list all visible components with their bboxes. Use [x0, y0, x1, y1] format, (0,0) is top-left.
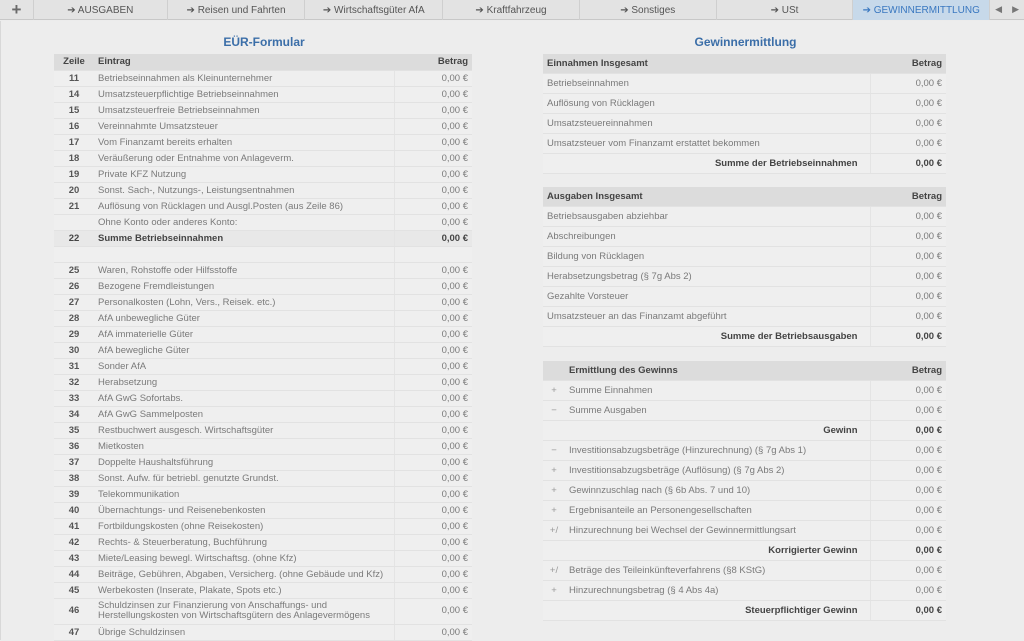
table-row: [54, 486, 472, 502]
sheet-tab-bar: [0, 0, 1024, 20]
table-row: [54, 438, 472, 454]
eur-formular-title: EÜR-Formular: [223, 35, 305, 49]
eintrag-cell: [94, 406, 394, 422]
table-row: [54, 166, 472, 182]
header-zeile: Zeile: [54, 54, 94, 70]
row-label: Hinzurechnung bei Wechsel der Gewinnermittlungsart: [565, 520, 870, 540]
eintrag-text: Schuldzinsen zur Finanzierung von Anschaffungs- und: [98, 600, 328, 611]
row-value[interactable]: 0,00 €: [870, 580, 946, 600]
gewinnermittlung-title: Gewinnermittlung: [694, 35, 797, 49]
table-row: [54, 624, 472, 640]
table-row: [54, 390, 472, 406]
zeile-cell: 32: [54, 374, 94, 390]
row-value[interactable]: 0,00 €: [870, 73, 946, 93]
zeile-cell: 14: [54, 86, 94, 102]
header-eintrag: Eintrag: [94, 54, 394, 70]
eintrag-text: Miete/Leasing bewegl. Wirtschaftsg. (ohne Kfz): [98, 552, 297, 564]
sheet-tab[interactable]: ➔ Kraftfahrzeug: [443, 0, 580, 20]
table-row: [54, 582, 472, 598]
zeile-cell: 21: [54, 198, 94, 214]
row-label: Betriebseinnahmen: [543, 73, 870, 93]
zeile-cell: 22: [54, 230, 94, 246]
betrag-cell[interactable]: 0,00 €: [394, 118, 472, 134]
table-row: [54, 182, 472, 198]
einnahmen-table: [543, 54, 946, 174]
table-row: [54, 118, 472, 134]
eintrag-cell: [94, 166, 394, 182]
table-row: [54, 374, 472, 390]
betrag-cell[interactable]: 0,00 €: [394, 150, 472, 166]
sum-row: [543, 153, 946, 173]
table-row: [54, 150, 472, 166]
betrag-cell[interactable]: 0,00 €: [394, 294, 472, 310]
eintrag-cell: [94, 342, 394, 358]
row-label: Gezahlte Vorsteuer: [543, 286, 870, 306]
zeile-cell: 18: [54, 150, 94, 166]
eintrag-text: Umsatzsteuerfreie Betriebseinnahmen: [98, 104, 260, 116]
table-row: [543, 133, 946, 153]
table-row: [54, 326, 472, 342]
row-label: Summe Ausgaben: [565, 400, 870, 420]
sheet-tab[interactable]: ➔ AUSGABEN: [34, 0, 168, 20]
betrag-cell[interactable]: 0,00 €: [394, 598, 472, 624]
table-row: [54, 262, 472, 278]
eintrag-cell: [94, 438, 394, 454]
eintrag-text: AfA unbewegliche Güter: [98, 312, 200, 324]
eintrag-text: Waren, Rohstoffe oder Hilfsstoffe: [98, 264, 238, 276]
table-row: [54, 134, 472, 150]
eintrag-cell: [94, 454, 394, 470]
betrag-cell[interactable]: 0,00 €: [394, 198, 472, 214]
zeile-cell: 19: [54, 166, 94, 182]
operator-sign: −: [543, 400, 565, 420]
ausgaben-betrag-header: Betrag: [870, 187, 946, 206]
row-value[interactable]: 0,00 €: [870, 480, 946, 500]
header-betrag: Betrag: [394, 54, 472, 70]
table-row: [543, 206, 946, 226]
eintrag-text: Herabsetzung: [98, 376, 158, 388]
table-row: [54, 294, 472, 310]
eintrag-cell: [94, 582, 394, 598]
table-row: [54, 342, 472, 358]
operator-sign: +: [543, 460, 565, 480]
sum-row: [543, 600, 946, 620]
eintrag-text: Auflösung von Rücklagen und Ausgl.Posten (aus Zeile 86): [98, 200, 344, 212]
row-label: Beträge des Teileinkünfteverfahrens (§8 KStG): [565, 560, 870, 580]
eintrag-text: Telekommunikation: [98, 488, 180, 500]
zeile-cell: 41: [54, 518, 94, 534]
table-row: [54, 534, 472, 550]
row-label: Summe Einnahmen: [565, 380, 870, 400]
table-row: [54, 198, 472, 214]
row-value[interactable]: 0,00 €: [870, 560, 946, 580]
sheet-tab[interactable]: ➔ GEWINNERMITTLUNG: [853, 0, 990, 20]
gewinn-table: [543, 361, 946, 621]
sheet-tab[interactable]: ➔ USt: [717, 0, 854, 20]
table-row: [543, 266, 946, 286]
table-row: [54, 278, 472, 294]
eintrag-text: AfA immaterielle Güter: [98, 328, 194, 340]
zeile-cell: 17: [54, 134, 94, 150]
table-row: [54, 422, 472, 438]
row-value[interactable]: 0,00 €: [870, 400, 946, 420]
eintrag-cell: [94, 502, 394, 518]
eintrag-cell: [94, 294, 394, 310]
eintrag-text: Vereinnahmte Umsatzsteuer: [98, 120, 218, 132]
row-value[interactable]: 0,00 €: [870, 226, 946, 246]
betrag-cell[interactable]: 0,00 €: [394, 166, 472, 182]
betrag-cell[interactable]: 0,00 €: [394, 214, 472, 230]
zeile-cell: 25: [54, 262, 94, 278]
table-row: [54, 246, 472, 262]
sum-label: Korrigierter Gewinn: [543, 540, 870, 560]
eintrag-cell: [94, 390, 394, 406]
eintrag-text: Summe Betriebseinnahmen: [98, 232, 224, 244]
einnahmen-header: Einnahmen Insgesamt: [543, 54, 870, 73]
sum-row: [543, 326, 946, 346]
eintrag-text: Ohne Konto oder anderes Konto:: [98, 216, 238, 228]
table-row: [54, 598, 472, 624]
row-label: Bildung von Rücklagen: [543, 246, 870, 266]
row-label: Auflösung von Rücklagen: [543, 93, 870, 113]
zeile-cell: 27: [54, 294, 94, 310]
eintrag-text: Vom Finanzamt bereits erhalten: [98, 136, 233, 148]
eintrag-cell: [94, 70, 394, 86]
sum-value: 0,00 €: [870, 600, 946, 620]
eintrag-cell: [94, 278, 394, 294]
gewinn-betrag-header: Betrag: [870, 361, 946, 380]
eintrag-text: Beiträge, Gebühren, Abgaben, Versicherg. (ohne Gebäude und Kfz): [98, 568, 384, 580]
row-value[interactable]: 0,00 €: [870, 133, 946, 153]
eintrag-text: Mietkosten: [98, 440, 144, 452]
table-row: [543, 73, 946, 93]
table-row: [543, 560, 946, 580]
eintrag-text: Übernachtungs- und Reisenebenkosten: [98, 504, 266, 516]
operator-sign: +: [543, 380, 565, 400]
table-row: [54, 566, 472, 582]
eintrag-cell: [94, 134, 394, 150]
operator-sign: +/: [543, 560, 565, 580]
betrag-cell[interactable]: 0,00 €: [394, 550, 472, 566]
eintrag-cell: [94, 624, 394, 640]
add-sheet-button[interactable]: +: [0, 0, 34, 20]
eintrag-text: Übrige Schuldzinsen: [98, 626, 186, 638]
sheet-tab[interactable]: ➔ Reisen und Fahrten: [168, 0, 306, 20]
eintrag-cell: [94, 518, 394, 534]
betrag-cell[interactable]: 0,00 €: [394, 342, 472, 358]
zeile-cell: 20: [54, 182, 94, 198]
row-value[interactable]: 0,00 €: [870, 520, 946, 540]
gewinn-header: Ermittlung des Gewinns: [565, 361, 870, 380]
table-row: [54, 310, 472, 326]
sum-row: [543, 540, 946, 560]
row-label: Umsatzsteuereinnahmen: [543, 113, 870, 133]
table-row: [543, 440, 946, 460]
eintrag-cell: [94, 326, 394, 342]
operator-sign: +: [543, 480, 565, 500]
sum-value: 0,00 €: [870, 153, 946, 173]
row-label: Investitionsabzugsbeträge (Auflösung) (§ 7g Abs 2): [565, 460, 870, 480]
eintrag-cell: [94, 150, 394, 166]
eintrag-text: Private KFZ Nutzung: [98, 168, 187, 180]
eintrag-text: Bezogene Fremdleistungen: [98, 280, 215, 292]
table-row: [54, 102, 472, 118]
zeile-cell: 34: [54, 406, 94, 422]
table-row: [54, 86, 472, 102]
zeile-cell: 40: [54, 502, 94, 518]
eintrag-cell: [94, 262, 394, 278]
einnahmen-betrag-header: Betrag: [870, 54, 946, 73]
ausgaben-table: [543, 187, 946, 347]
table-row: [543, 480, 946, 500]
betrag-cell[interactable]: 0,00 €: [394, 182, 472, 198]
zeile-cell: 45: [54, 582, 94, 598]
betrag-cell[interactable]: 0,00 €: [394, 566, 472, 582]
sheet-tab[interactable]: ➔ Wirtschaftsgüter AfA: [305, 0, 443, 20]
betrag-cell[interactable]: 0,00 €: [394, 406, 472, 422]
row-label: Hinzurechnungsbetrag (§ 4 Abs 4a): [565, 580, 870, 600]
eintrag-text: Sonst. Sach-, Nutzungs-, Leistungsentnahmen: [98, 184, 295, 196]
sheet-tab[interactable]: ➔ Sonstiges: [580, 0, 717, 20]
betrag-cell[interactable]: 0,00 €: [394, 374, 472, 390]
table-row: [543, 460, 946, 480]
row-value[interactable]: 0,00 €: [870, 93, 946, 113]
table-row: [54, 502, 472, 518]
betrag-cell[interactable]: 0,00 €: [394, 134, 472, 150]
zeile-cell: 16: [54, 118, 94, 134]
table-row: [54, 454, 472, 470]
eintrag-text: Betriebseinnahmen als Kleinunternehmer: [98, 72, 273, 84]
eintrag-text: Doppelte Haushaltsführung: [98, 456, 214, 468]
sum-label: Gewinn: [543, 420, 870, 440]
betrag-cell[interactable]: 0,00 €: [394, 70, 472, 86]
sum-label: Steuerpflichtiger Gewinn: [543, 600, 870, 620]
table-row: [543, 580, 946, 600]
table-row: [54, 406, 472, 422]
zeile-cell: 30: [54, 342, 94, 358]
betrag-cell[interactable]: 0,00 €: [394, 86, 472, 102]
row-value[interactable]: 0,00 €: [870, 440, 946, 460]
betrag-cell[interactable]: 0,00 €: [394, 454, 472, 470]
eintrag-text: Sonst. Aufw. für betriebl. genutzte Grundst.: [98, 472, 279, 484]
betrag-cell[interactable]: 0,00 €: [394, 534, 472, 550]
betrag-cell[interactable]: 0,00 €: [394, 422, 472, 438]
row-label: Gewinnzuschlag nach (§ 6b Abs. 7 und 10): [565, 480, 870, 500]
sum-label: Summe der Betriebseinnahmen: [543, 153, 870, 173]
zeile-cell: 44: [54, 566, 94, 582]
prev-tab-icon[interactable]: ◀: [995, 4, 1003, 14]
row-label: Umsatzsteuer vom Finanzamt erstattet bekommen: [543, 133, 870, 153]
ausgaben-header: Ausgaben Insgesamt: [543, 187, 870, 206]
betrag-cell[interactable]: 0,00 €: [394, 502, 472, 518]
eintrag-cell: [94, 550, 394, 566]
eintrag-text: AfA GwG Sammelposten: [98, 408, 204, 420]
zeile-cell: 33: [54, 390, 94, 406]
operator-sign: +/: [543, 520, 565, 540]
zeile-cell: [54, 214, 94, 230]
tab-navigation: [990, 0, 1024, 19]
zeile-cell: 26: [54, 278, 94, 294]
eur-formular-table: [54, 54, 472, 641]
betrag-cell[interactable]: 0,00 €: [394, 438, 472, 454]
betrag-cell[interactable]: 0,00 €: [394, 518, 472, 534]
row-value[interactable]: 0,00 €: [870, 246, 946, 266]
table-row: [543, 226, 946, 246]
zeile-cell: 46: [54, 598, 94, 624]
zeile-cell: 38: [54, 470, 94, 486]
table-row: [54, 230, 472, 246]
table-row: [543, 500, 946, 520]
table-row: [54, 470, 472, 486]
betrag-cell[interactable]: 0,00 €: [394, 326, 472, 342]
eintrag-text: Fortbildungskosten (ohne Reisekosten): [98, 520, 264, 532]
sum-value: 0,00 €: [870, 420, 946, 440]
betrag-cell[interactable]: 0,00 €: [394, 102, 472, 118]
eintrag-cell: [94, 230, 394, 246]
row-value[interactable]: 0,00 €: [870, 206, 946, 226]
eintrag-cell: [94, 102, 394, 118]
eintrag-text: Werbekosten (Inserate, Plakate, Spots etc.): [98, 584, 282, 596]
row-label: Ergebnisanteile an Personengesellschaften: [565, 500, 870, 520]
table-row: [54, 518, 472, 534]
table-row: [54, 358, 472, 374]
eintrag-cell: [94, 374, 394, 390]
table-row: [54, 214, 472, 230]
zeile-cell: 29: [54, 326, 94, 342]
row-value[interactable]: 0,00 €: [870, 460, 946, 480]
eintrag-cell: [94, 182, 394, 198]
row-value[interactable]: 0,00 €: [870, 286, 946, 306]
eintrag-text: AfA bewegliche Güter: [98, 344, 190, 356]
sum-row: [543, 420, 946, 440]
eintrag-cell: [94, 310, 394, 326]
eintrag-cell: [94, 86, 394, 102]
row-label: Investitionsabzugsbeträge (Hinzurechnung) (§ 7g Abs 1): [565, 440, 870, 460]
next-tab-icon[interactable]: ▶: [1012, 4, 1019, 14]
zeile-cell: 36: [54, 438, 94, 454]
table-row: [543, 113, 946, 133]
eintrag-cell: [94, 422, 394, 438]
zeile-cell: 47: [54, 624, 94, 640]
zeile-cell: 15: [54, 102, 94, 118]
betrag-cell[interactable]: 0,00 €: [394, 310, 472, 326]
table-row: [543, 306, 946, 326]
row-value[interactable]: 0,00 €: [870, 500, 946, 520]
betrag-cell[interactable]: 0,00 €: [394, 358, 472, 374]
row-value[interactable]: 0,00 €: [870, 380, 946, 400]
table-row: [543, 380, 946, 400]
row-value[interactable]: 0,00 €: [870, 266, 946, 286]
eintrag-text: Restbuchwert ausgesch. Wirtschaftsgüter: [98, 424, 274, 436]
eintrag-cell: [94, 566, 394, 582]
operator-sign: −: [543, 440, 565, 460]
zeile-cell: 42: [54, 534, 94, 550]
betrag-cell[interactable]: 0,00 €: [394, 470, 472, 486]
sum-value: 0,00 €: [870, 540, 946, 560]
zeile-cell: 28: [54, 310, 94, 326]
eintrag-cell: [94, 198, 394, 214]
zeile-cell: 11: [54, 70, 94, 86]
eintrag-cell: [94, 358, 394, 374]
eintrag-cell: [94, 534, 394, 550]
zeile-cell: 43: [54, 550, 94, 566]
row-value[interactable]: 0,00 €: [870, 306, 946, 326]
table-row: [543, 246, 946, 266]
table-row: [543, 400, 946, 420]
eintrag-text: Veräußerung oder Entnahme von Anlageverm.: [98, 152, 294, 164]
sum-value: 0,00 €: [870, 326, 946, 346]
betrag-cell[interactable]: 0,00 €: [394, 262, 472, 278]
table-row: [54, 70, 472, 86]
row-label: Abschreibungen: [543, 226, 870, 246]
table-row: [543, 286, 946, 306]
zeile-cell: 37: [54, 454, 94, 470]
operator-sign: +: [543, 500, 565, 520]
row-label: Betriebsausgaben abziehbar: [543, 206, 870, 226]
operator-sign: +: [543, 580, 565, 600]
zeile-cell: 39: [54, 486, 94, 502]
eintrag-cell: [94, 118, 394, 134]
betrag-cell[interactable]: 0,00 €: [394, 390, 472, 406]
zeile-cell: 31: [54, 358, 94, 374]
eintrag-text: AfA GwG Sofortabs.: [98, 392, 184, 404]
row-value[interactable]: 0,00 €: [870, 113, 946, 133]
table-row: [543, 93, 946, 113]
sum-label: Summe der Betriebsausgaben: [543, 326, 870, 346]
betrag-cell[interactable]: 0,00 €: [394, 230, 472, 246]
eintrag-text: Sonder AfA: [98, 360, 147, 372]
eintrag-text: Umsatzsteuerpflichtige Betriebseinnahmen: [98, 88, 279, 100]
betrag-cell[interactable]: 0,00 €: [394, 486, 472, 502]
row-label: Herabsetzungsbetrag (§ 7g Abs 2): [543, 266, 870, 286]
eintrag-text-line2: Herstellungskosten von Wirtschaftsgütern des Anlagevermögens: [98, 610, 370, 621]
zeile-cell: 35: [54, 422, 94, 438]
betrag-cell[interactable]: 0,00 €: [394, 582, 472, 598]
eintrag-text: Personalkosten (Lohn, Vers., Reisek. etc.): [98, 296, 276, 308]
betrag-cell[interactable]: 0,00 €: [394, 278, 472, 294]
eintrag-cell: [94, 486, 394, 502]
eintrag-cell: [94, 598, 394, 624]
table-row: [543, 520, 946, 540]
eintrag-cell: [94, 214, 394, 230]
eintrag-cell: [94, 470, 394, 486]
row-label: Umsatzsteuer an das Finanzamt abgeführt: [543, 306, 870, 326]
betrag-cell[interactable]: 0,00 €: [394, 624, 472, 640]
eintrag-text: Rechts- & Steuerberatung, Buchführung: [98, 536, 267, 548]
table-row: [54, 550, 472, 566]
